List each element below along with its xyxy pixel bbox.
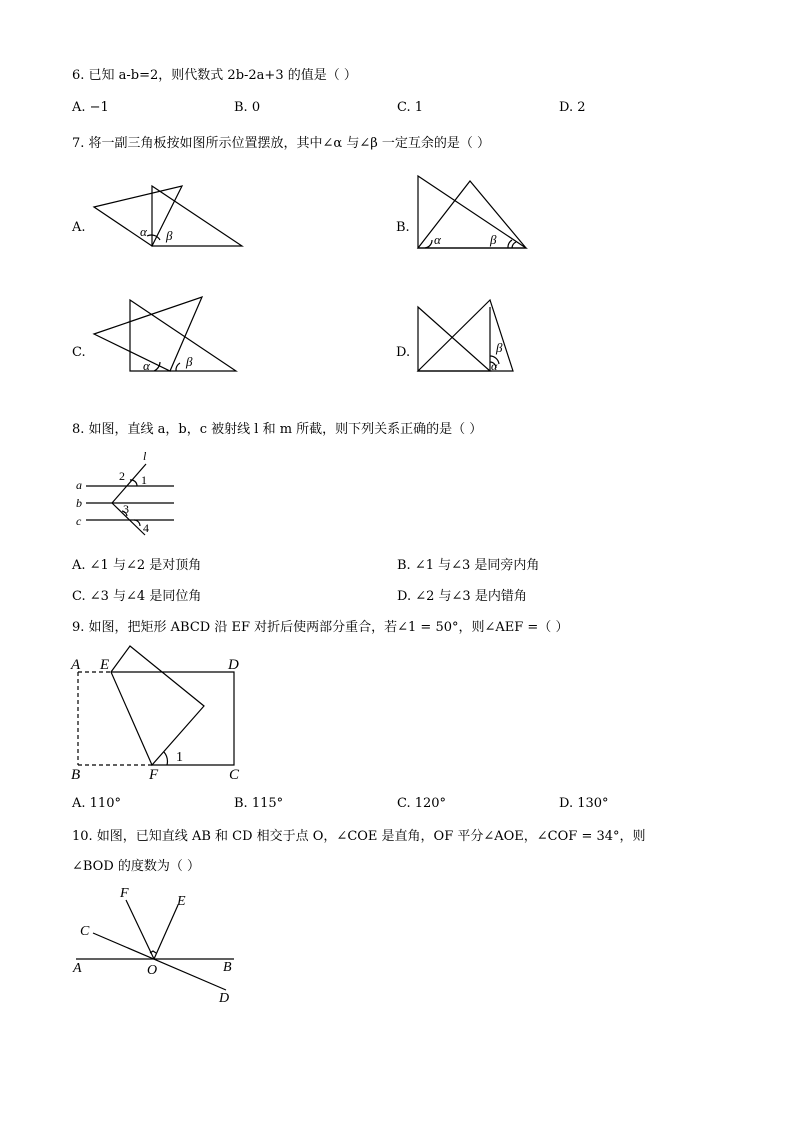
q10-label-A: A [73, 961, 82, 976]
q9-label-F: F [149, 767, 159, 783]
q10-label-B: B [223, 960, 232, 975]
q9-label-A: A [71, 657, 81, 673]
q10-label-F: F [120, 886, 129, 901]
q8-option-d: D. ∠2 与∠3 是内错角 [397, 589, 527, 604]
q7-a-beta: β [166, 228, 173, 243]
q6-stem: 6. 已知 a-b=2，则代数式 2b-2a+3 的值是（ ） [72, 68, 357, 83]
q9-label-1: 1 [176, 750, 183, 765]
q8-label-4: 4 [143, 521, 149, 535]
q7-b-alpha: α [434, 232, 441, 247]
q8-label-c: c [76, 514, 82, 528]
q7-c-alpha: α [143, 358, 150, 373]
q10-label-D: D [219, 991, 230, 1006]
q7-option-b-label: B. [396, 220, 410, 235]
q9-option-c: C. 120° [397, 796, 447, 811]
q6-option-c: C. 1 [397, 100, 424, 115]
q9-option-b: B. 115° [234, 796, 284, 811]
q8-label-3: 3 [123, 502, 129, 516]
q7-option-d-label: D. [396, 345, 411, 360]
q8-stem: 8. 如图，直线 a，b，c 被射线 l 和 m 所截，则下列关系正确的是（ ） [72, 422, 483, 437]
q9-option-a: A. 110° [72, 796, 121, 811]
q7-c-beta: β [186, 354, 193, 369]
q10-label-C: C [80, 924, 90, 939]
q8-option-a: A. ∠1 与∠2 是对顶角 [72, 558, 202, 573]
q10-stem-line2: ∠BOD 的度数为（ ） [72, 859, 201, 874]
q8-label-l: l [143, 449, 147, 463]
q6-option-d: D. 2 [559, 100, 586, 115]
q8-option-c: C. ∠3 与∠4 是同位角 [72, 589, 202, 604]
q10-label-E: E [177, 894, 186, 909]
q6-option-b: B. 0 [234, 100, 261, 115]
q7-d-alpha: α [491, 359, 498, 373]
q8-label-b: b [76, 496, 82, 510]
q9-stem: 9. 如图，把矩形 ABCD 沿 EF 对折后使两部分重合，若∠1 = 50°，则∠AEF =（ ） [72, 620, 569, 635]
q9-option-d: D. 130° [559, 796, 609, 811]
q7-option-a-label: A. [72, 220, 86, 235]
q7-stem: 7. 将一副三角板按如图所示位置摆放，其中∠α 与∠β 一定互余的是（ ） [72, 136, 491, 151]
q8-label-1: 1 [141, 473, 147, 487]
q9-label-C: C [229, 767, 240, 783]
q6-option-a: A. −1 [72, 100, 109, 115]
q9-label-E: E [100, 657, 110, 673]
q7-b-beta: β [490, 232, 497, 247]
q10-stem-line1: 10. 如图，已知直线 AB 和 CD 相交于点 O，∠COE 是直角，OF 平分∠AOE，∠COF = 34°，则 [72, 829, 646, 844]
q7-d-beta: β [496, 340, 503, 355]
q8-label-2: 2 [119, 469, 125, 483]
q8-option-b: B. ∠1 与∠3 是同旁内角 [397, 558, 540, 573]
q8-label-a: a [76, 478, 82, 492]
q10-label-O: O [147, 963, 158, 978]
q9-label-B: B [71, 767, 81, 783]
q7-a-alpha: α [140, 224, 147, 239]
q9-label-D: D [228, 657, 239, 673]
q7-option-c-label: C. [72, 345, 86, 360]
